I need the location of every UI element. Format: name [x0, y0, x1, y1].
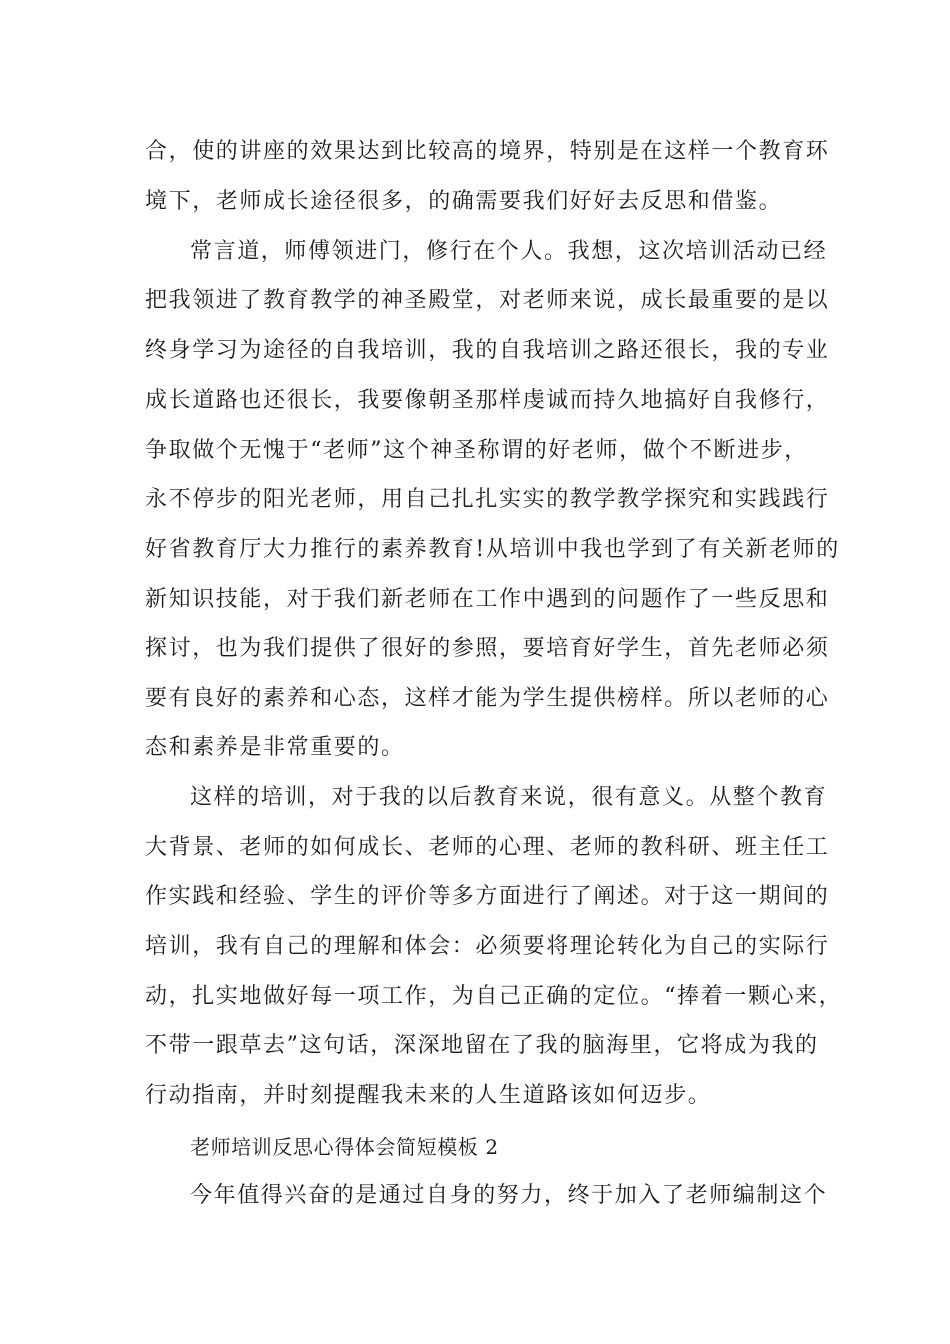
text-line: 态和素养是非常重要的。 — [145, 735, 405, 760]
text-line: 培训，我有自己的理解和体会：必须要将理论转化为自己的实际行 — [145, 934, 830, 959]
text-line: 不带一跟草去”这句话，深深地留在了我的脑海里，它将成为我的 — [145, 1033, 819, 1058]
text-line: 探讨，也为我们提供了很好的参照，要培育好学生，首先老师必须 — [145, 636, 830, 661]
section-heading: 老师培训反思心得体会简短模板 2 — [190, 1135, 499, 1159]
text-line: 新知识技能，对于我们新老师在工作中遇到的问题作了一些反思和 — [145, 587, 830, 612]
text-line: 合，使的讲座的效果达到比较高的境界，特别是在这样一个教育环 — [145, 139, 830, 164]
text-line: 常言道，师傅领进门，修行在个人。我想，这次培训活动已经 — [190, 239, 828, 264]
text-line: 终身学习为途径的自我培训，我的自我培训之路还很长，我的专业 — [145, 338, 830, 363]
text-line: 这样的培训，对于我的以后教育来说，很有意义。从整个教育 — [190, 785, 828, 810]
text-line: 成长道路也还很长，我要像朝圣那样虔诚而持久地搞好自我修行， — [145, 388, 830, 413]
text-line: 大背景、老师的如何成长、老师的心理、老师的教科研、班主任工 — [145, 835, 830, 860]
text-line: 今年值得兴奋的是通过自身的努力，终于加入了老师编制这个 — [190, 1183, 828, 1208]
text-line: 要有良好的素养和心态，这样才能为学生提供榜样。所以老师的心 — [145, 686, 830, 711]
text-line: 把我领进了教育教学的神圣殿堂，对老师来说，成长最重要的是以 — [145, 288, 830, 313]
text-line: 动，扎实地做好每一项工作，为自己正确的定位。“捧着一颗心来， — [145, 984, 843, 1009]
text-line: 争取做个无愧于“老师”这个神圣称谓的好老师，做个不断进步， — [145, 438, 808, 463]
text-line: 作实践和经验、学生的评价等多方面进行了阐述。对于这一期间的 — [145, 884, 830, 909]
text-line: 境下，老师成长途径很多，的确需要我们好好去反思和借鉴。 — [145, 189, 783, 214]
text-line: 永不停步的阳光老师，用自己扎扎实实的教学教学探究和实践践行 — [145, 487, 830, 512]
text-line: 好省教育厅大力推行的素养教育!从培训中我也学到了有关新老师的 — [145, 537, 840, 562]
text-line: 行动指南，并时刻提醒我未来的人生道路该如何迈步。 — [145, 1083, 712, 1108]
